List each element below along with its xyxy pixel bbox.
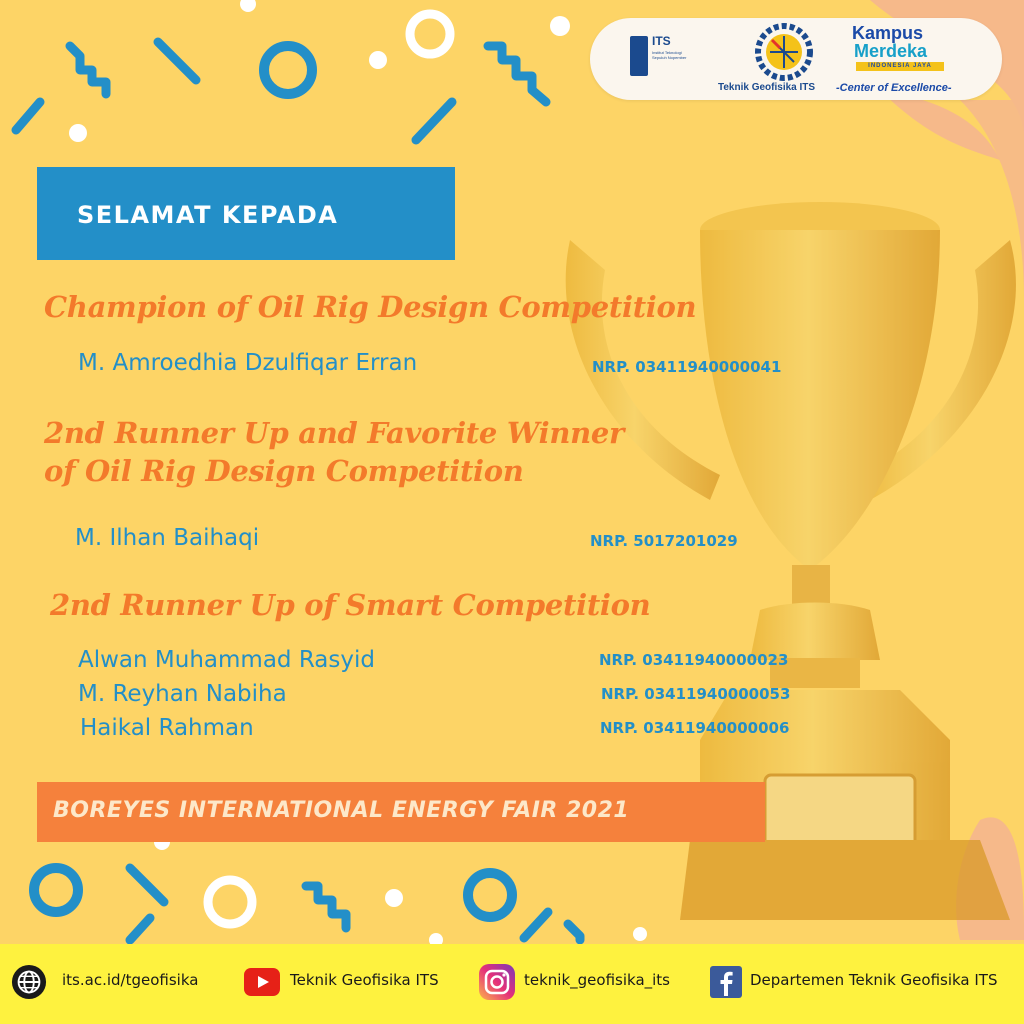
winner-name: Haikal Rahman	[80, 715, 254, 741]
winner-name: M. Amroedhia Dzulfiqar Erran	[78, 350, 418, 376]
winner-nrp: NRP. 03411940000023	[599, 651, 789, 669]
selamat-kepada-text: SELAMAT KEPADA	[77, 201, 339, 229]
winner-name: M. Reyhan Nabiha	[78, 681, 287, 707]
instagram-icon	[478, 963, 516, 1001]
facebook-link[interactable]: Departemen Teknik Geofisika ITS	[750, 971, 998, 989]
website-link[interactable]: its.ac.id/tgeofisika	[62, 971, 199, 989]
winner-name: Alwan Muhammad Rasyid	[78, 647, 375, 673]
award-title-2-line2: of Oil Rig Design Competition	[44, 454, 524, 488]
center-of-excellence-text: -Center of Excellence-	[836, 82, 952, 94]
facebook-icon	[710, 966, 742, 998]
its-logo-title: ITS	[652, 34, 671, 48]
winner-nrp: NRP. 03411940000006	[600, 719, 790, 737]
event-title: BOREYES INTERNATIONAL ENERGY FAIR 2021	[53, 798, 630, 823]
winner-nrp: NRP. 03411940000053	[601, 685, 791, 703]
instagram-link[interactable]: teknik_geofisika_its	[524, 971, 670, 989]
indonesia-jaya-text: INDONESIA JAYA	[856, 62, 944, 71]
winner-nrp: NRP. 03411940000041	[592, 358, 782, 376]
winner-nrp: NRP. 5017201029	[590, 532, 738, 550]
teknik-geofisika-caption: Teknik Geofisika ITS	[718, 82, 816, 93]
award-title-1: Champion of Oil Rig Design Competition	[44, 290, 697, 324]
selamat-kepada-banner	[37, 167, 455, 260]
youtube-link[interactable]: Teknik Geofisika ITS	[290, 971, 439, 989]
footer-bar	[0, 944, 1024, 1024]
award-title-3: 2nd Runner Up of Smart Competition	[50, 588, 651, 622]
award-title-2-line1: 2nd Runner Up and Favorite Winner	[44, 416, 625, 450]
its-logo-subtitle: Institut Teknologi Sepuluh Nopember	[652, 50, 687, 60]
youtube-icon	[244, 968, 280, 996]
teknik-geofisika-logo	[750, 22, 818, 82]
merdeka-text: Merdeka	[854, 41, 928, 61]
its-logo	[630, 32, 692, 86]
kampus-text: Kampus	[852, 23, 924, 43]
event-banner	[37, 782, 765, 842]
partner-logos	[590, 18, 1002, 100]
globe-icon	[10, 964, 48, 1000]
winner-name: M. Ilhan Baihaqi	[75, 525, 260, 551]
